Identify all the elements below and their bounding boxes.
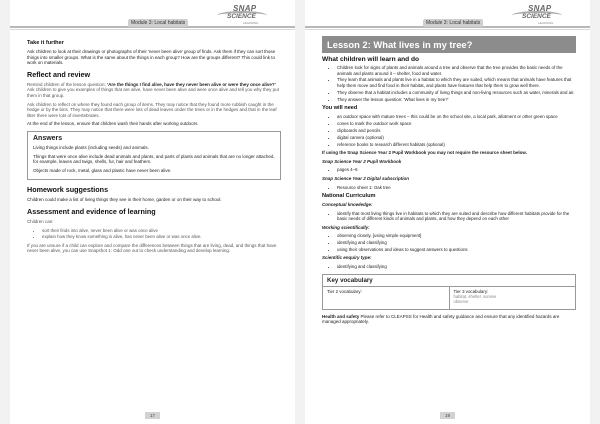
page-number: 19	[305, 413, 590, 418]
list-item: • explain how they know something is alive, has never been alive or was once alive.	[42, 234, 281, 240]
digital-list	[322, 185, 576, 191]
list-item: • identify that most living things live in habitats to which they are suited and describe how different habitats provide for the basic needs of different kinds of animals and plants, and how they depend on each other	[337, 211, 576, 222]
list-item: • Resource sheet 1: Oak tree	[337, 185, 576, 191]
left-page	[10, 0, 295, 424]
learn-heading: What children will learn and do	[322, 56, 420, 63]
page-header	[10, 0, 295, 30]
reflect-paragraph-1: Remind children of the lesson question: 'Are the things I find alive, have they never been alive or were they once alive?' Ask children to give you examples of things that are alive, have never been alive and were once alive and tell you why they put them in that group.	[27, 81, 279, 98]
need-list	[322, 114, 576, 147]
page-header	[305, 0, 590, 30]
list-item: • an outdoor space with mature trees – this could be on the school site, a local park, allotment or other green space	[337, 114, 576, 120]
answers-paragraph-2: Things that were once alive include dead animals and plants, and parts of plants and animals that are no longer attached, for example, leaves and twigs, shells, fur, hair and feathers.	[33, 153, 275, 165]
key-vocabulary-table	[322, 274, 576, 310]
left-content	[27, 40, 281, 257]
list-item: • observing closely, [using simple equipment]	[337, 233, 576, 239]
list-item: • Children look for signs of plants and animals around a tree and observe that the tree provides the basic needs of the animals and plants around it – shelter, food and water.	[337, 65, 576, 76]
page-number: 17	[10, 413, 295, 418]
list-item: • identifying and classifying	[337, 264, 576, 270]
assessment-intro: Children can:	[27, 218, 54, 224]
assessment-list	[27, 228, 281, 240]
need-heading: You will need	[322, 105, 358, 112]
vocab-heading: Key vocabulary	[323, 275, 575, 287]
conceptual-title: Conceptual knowledge:	[322, 202, 373, 208]
working-list	[322, 233, 576, 252]
reflect-heading: Reflect and review	[27, 69, 91, 79]
snap-science-logo: SNAP SCIENCE LEARNING	[223, 2, 261, 26]
enquiry-title: Scientific enquiry type:	[322, 255, 372, 261]
list-item: • pages 4–6	[337, 167, 576, 173]
homework-heading: Homework suggestions	[27, 185, 109, 195]
right-content	[322, 36, 576, 328]
homework-text: Children could make a list of living things they see in their home, garden or on their way to school.	[27, 197, 222, 203]
assessment-text: If you are unsure if a child can explore and compare the differences between things that are living, dead, and things that have never been alive, you can use Snapshot 1: Odd one out to check understanding and develop learning.	[27, 242, 277, 254]
list-item: • digital camera (optional)	[337, 135, 576, 141]
right-page	[305, 0, 590, 424]
workbook-note: If using the Snap Science Year 2 Pupil Workbook you may not require the resource sheet below.	[322, 150, 527, 156]
enquiry-list	[322, 264, 576, 270]
learn-list	[322, 65, 576, 102]
list-item: • cones to mark the outdoor work space	[337, 121, 576, 127]
health-safety-text: Health and safety Please refer to CLEAPSS for Health and safety guidance and ensure that any identified hazards are managed appropriately.	[322, 313, 560, 325]
digital-title: Snap Science Year 2 Digital subscription	[322, 175, 410, 181]
answers-box	[27, 131, 281, 180]
list-item: • identifying and classifying	[337, 240, 576, 246]
lesson-title: Lesson 2: What lives in my tree?	[322, 36, 576, 53]
list-item: • sort their finds into alive, never been alive or was once alive	[42, 228, 281, 234]
answers-heading: Answers	[33, 134, 63, 142]
working-title: Working scientifically:	[322, 224, 370, 230]
tier3-cell: Tier 3 vocabulary: habitat, shelter, survive observe	[449, 287, 576, 309]
take-it-further-heading: Take it further	[27, 40, 64, 46]
assessment-heading: Assessment and evidence of learning	[27, 206, 156, 216]
list-item: • They observe that a habitat includes a community of living things and non-living resources such as water, minerals and air.	[337, 90, 576, 96]
conceptual-list	[322, 211, 576, 222]
tier2-cell: Tier 2 vocabulary:	[327, 288, 362, 294]
list-item: • They answer the lesson question: 'What lives in my tree?'	[337, 97, 576, 103]
reflect-paragraph-3: At the end of the lesson, ensure that children wash their hands after working outdoors.	[27, 121, 199, 127]
answers-paragraph-3: Objects made of rock, metal, glass and plastic have never been alive.	[33, 167, 172, 173]
list-item: • clipboards and pencils	[337, 128, 576, 134]
answers-paragraph-1: Living things include plants (including seeds) and animals.	[33, 144, 149, 150]
reflect-paragraph-2: Ask children to reflect on where they found each group of items. They may notice that they found more rubbish caught in the hedge or by the bins. They may notice that there were lots of dead leaves under the trees or in the hedges and that in the leaf litter there were lots of invertebrates.	[27, 101, 277, 118]
workbook-title: Snap Science Year 2 Pupil Workbook	[322, 158, 402, 164]
list-item: • using their observations and ideas to suggest answers to questions	[337, 247, 576, 253]
module-title: Module 3: Local habitats	[128, 19, 188, 27]
snap-science-logo: SNAP SCIENCE LEARNING	[518, 2, 556, 26]
module-title: Module 3: Local habitats	[423, 19, 483, 27]
list-item: • They learn that animals and plants live in a habitat to which they are suited, which means that animals have features that help them move and find food in their habitat, and plants have features that help them to grow well there.	[337, 77, 576, 88]
take-it-further-text: Ask children to look at their drawings or photographs of their 'never been alive' group of finds. Ask them if they can sort those things into smaller groups. What is the same about the things in each group? How are the groups different? This could link to work on materials.	[27, 49, 276, 66]
national-curriculum-heading: National Curriculum	[322, 193, 376, 200]
workbook-list	[322, 167, 576, 173]
list-item: • reference books to research different habitats (optional)	[337, 142, 576, 148]
